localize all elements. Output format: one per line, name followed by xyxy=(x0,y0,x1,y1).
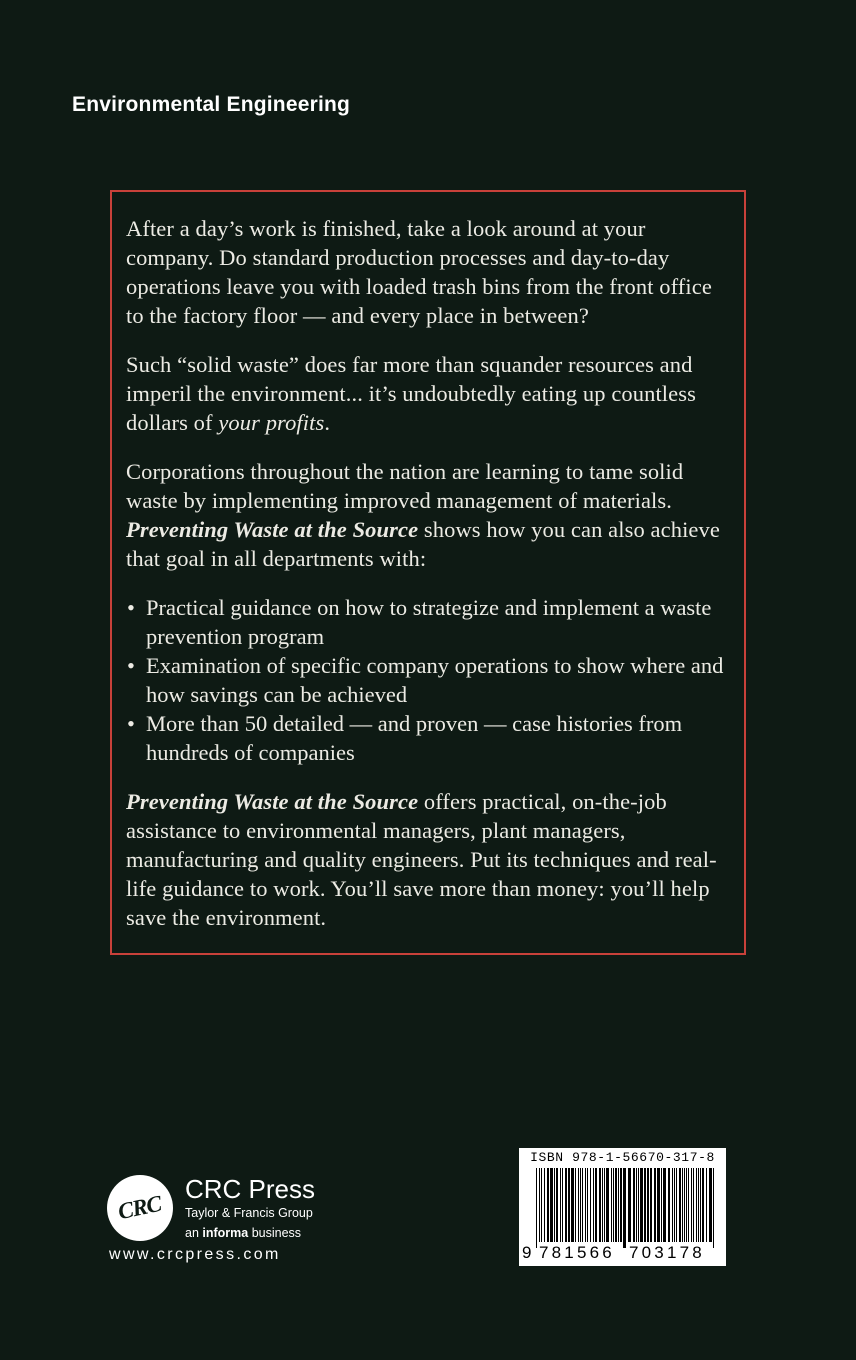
barcode-bar xyxy=(638,1168,639,1242)
isbn-number: ISBN 978-1-56670-317-8 xyxy=(530,1150,715,1165)
list-item: • Examination of specific company operations to show where and how savings can be achieved xyxy=(127,653,724,707)
corporations-paragraph: Corporations throughout the nation are learning to tame solid waste by implementing improved management of materials. Preventing Waste at the Source shows how you can also achieve that goal in all departments with: xyxy=(126,459,720,571)
barcode-bar xyxy=(713,1168,714,1248)
barcode-bar xyxy=(585,1168,586,1242)
barcode-bar xyxy=(618,1168,619,1242)
publisher-group: Taylor & Francis Group xyxy=(185,1206,313,1220)
barcode-bar xyxy=(611,1168,612,1242)
publisher-url: www.crcpress.com xyxy=(109,1246,281,1263)
barcode-bar xyxy=(539,1168,540,1242)
waste-paragraph: Such “solid waste” does far more than squander resources and imperil the environment... it’s undoubtedly eating up countless dollars of your profits. xyxy=(126,352,696,435)
barcode-bar xyxy=(702,1168,704,1242)
barcode-bar xyxy=(541,1168,542,1242)
publisher-tagline: an informa business xyxy=(185,1226,302,1240)
list-item: • Practical guidance on how to strategize and implement a waste prevention program xyxy=(127,595,712,649)
barcode-bar xyxy=(582,1168,583,1242)
book-title-mention: Preventing Waste at the Source xyxy=(126,789,419,814)
barcode-bar xyxy=(693,1168,694,1242)
barcode-bar xyxy=(565,1168,567,1242)
intro-paragraph: After a day’s work is finished, take a look around at your company. Do standard production processes and day-to-day operations leave you with loaded trash bins from the front office to the factory floor — and every place in between? xyxy=(126,216,712,328)
barcode-bar xyxy=(562,1168,563,1242)
bullet-icon: • xyxy=(127,595,135,620)
barcode-bar xyxy=(663,1168,666,1242)
barcode-bar xyxy=(620,1168,622,1242)
barcode-bar xyxy=(604,1168,605,1242)
barcode-bar xyxy=(560,1168,561,1242)
barcode-bar xyxy=(647,1168,649,1242)
barcode-bar xyxy=(640,1168,643,1242)
barcode-bar xyxy=(668,1168,670,1242)
barcode-bar xyxy=(556,1168,558,1242)
book-title-mention: Preventing Waste at the Source xyxy=(126,517,419,542)
barcode-bar xyxy=(602,1168,603,1242)
barcode-bar xyxy=(623,1168,626,1248)
barcode-bar xyxy=(650,1168,652,1242)
list-item: • More than 50 detailed — and proven — case histories from hundreds of companies xyxy=(127,711,683,765)
barcode-bar xyxy=(696,1168,697,1242)
barcode-bar xyxy=(709,1168,712,1242)
barcode-bar xyxy=(706,1168,707,1242)
barcode-bar xyxy=(593,1168,594,1242)
barcode-bar xyxy=(633,1168,635,1242)
barcode-bar xyxy=(700,1168,701,1242)
barcode-bar xyxy=(575,1168,576,1242)
barcode-bar xyxy=(661,1168,662,1242)
crc-logo-icon: CRC xyxy=(107,1175,173,1241)
barcode-bar xyxy=(676,1168,677,1242)
barcode-bar xyxy=(595,1168,597,1242)
barcode-bar xyxy=(679,1168,681,1242)
barcode-bar xyxy=(606,1168,609,1242)
barcode-bar xyxy=(568,1168,570,1242)
barcode-bar xyxy=(615,1168,617,1242)
feature-list xyxy=(126,593,730,767)
bullet-icon: • xyxy=(127,653,135,678)
barcode-bar xyxy=(686,1168,687,1242)
barcode-bar xyxy=(544,1168,545,1242)
barcode-bar xyxy=(698,1168,699,1242)
barcode-bar xyxy=(547,1168,549,1242)
category-label: Environmental Engineering xyxy=(72,93,351,116)
publisher-name: CRC Press xyxy=(185,1174,316,1204)
barcode-bar xyxy=(688,1168,689,1242)
barcode-bar xyxy=(674,1168,675,1242)
barcode-bar xyxy=(536,1168,537,1248)
barcode-bar xyxy=(613,1168,614,1242)
barcode-bar xyxy=(657,1168,660,1242)
barcode-bar xyxy=(672,1168,673,1242)
barcode-bar xyxy=(554,1168,555,1242)
isbn-barcode: ISBN 978-1-56670-317-8 9 781566 703178 xyxy=(519,1148,726,1266)
barcode-bar xyxy=(682,1168,683,1242)
barcode-bar xyxy=(580,1168,581,1242)
barcode-bar xyxy=(571,1168,574,1242)
barcode-bar xyxy=(587,1168,588,1242)
barcode-bar xyxy=(684,1168,685,1242)
barcode-bar xyxy=(550,1168,553,1242)
description-box xyxy=(110,190,746,955)
bullet-icon: • xyxy=(127,711,135,736)
barcode-bar xyxy=(628,1168,631,1242)
publisher-block xyxy=(107,1172,367,1272)
barcode-bar xyxy=(644,1168,646,1242)
emphasis-text: your profits xyxy=(218,410,325,435)
barcode-bar xyxy=(636,1168,637,1242)
barcode-bar xyxy=(590,1168,591,1242)
barcode-bar xyxy=(599,1168,601,1242)
barcode-bar xyxy=(691,1168,692,1242)
barcode-bar xyxy=(654,1168,656,1242)
barcode-bar xyxy=(578,1168,579,1242)
closing-paragraph: Preventing Waste at the Source offers practical, on-the-job assistance to environmental managers, plant managers, manufacturing and quality engineers. Put its techniques and real-life guidance to work. You’ll save more than money: you’ll help save the environment. xyxy=(126,789,717,930)
